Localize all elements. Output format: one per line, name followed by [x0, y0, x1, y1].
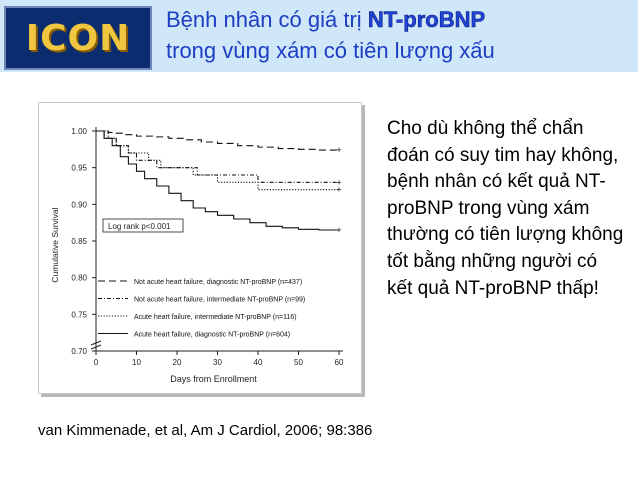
x-tick-label: 0 — [93, 358, 99, 367]
y-axis-label: Cumulative Survival — [50, 207, 60, 283]
legend-label-4: Acute heart failure, diagnostic NT-proBNP (n=604) — [134, 331, 291, 339]
y-tick-label: 0.95 — [71, 163, 87, 173]
survival-chart-svg — [39, 103, 361, 393]
y-tick-label: 0.75 — [71, 310, 87, 320]
y-tick-label: 0.80 — [71, 273, 87, 283]
title-line-1 — [166, 4, 636, 35]
title-line-1-prefix: Bệnh nhân có giá trị — [166, 7, 368, 32]
legend-label-3: Acute heart failure, intermediate NT-proBNP (n=116) — [134, 314, 297, 321]
citation: van Kimmenade, et al, Am J Cardiol, 2006; 98:386 — [38, 422, 373, 439]
x-tick-label: 20 — [172, 358, 182, 367]
header — [0, 0, 638, 78]
title-highlight: NT-proBNP — [367, 7, 486, 32]
x-axis-label: Days from Enrollment — [170, 374, 257, 384]
x-tick-label: 10 — [132, 358, 141, 367]
series-line-3 — [96, 131, 342, 190]
slide-title — [166, 4, 636, 66]
censor-mark: + — [336, 145, 342, 156]
x-tick-label: 30 — [213, 358, 222, 367]
y-tick-label: 0.85 — [71, 237, 87, 246]
icon-logo — [4, 6, 152, 70]
censor-mark: + — [336, 184, 342, 195]
annotation-text: Log rank p<0.001 — [108, 222, 171, 231]
x-tick-label: 50 — [294, 358, 303, 367]
x-tick-label: 60 — [334, 358, 344, 367]
censor-mark: + — [336, 225, 342, 235]
censor-mark: + — [336, 177, 342, 188]
y-tick-label: 0.70 — [71, 347, 87, 356]
y-tick-label: 0.90 — [71, 200, 87, 210]
legend-label-2: Not acute heart failure, intermediate NT-proBNP (n=99) — [134, 296, 306, 304]
survival-chart — [38, 102, 362, 394]
series-line-1 — [96, 131, 339, 150]
logo-text: ICON — [25, 17, 131, 59]
body-text: Cho dù không thể chẩn đoán có suy tim hay không, bệnh nhân có kết quả NT-proBNP trong vùng xám thường có tiên lượng không tốt bằng những người có kết quả NT-proBNP thấp! — [387, 118, 624, 299]
title-line-2: trong vùng xám có tiên lượng xấu — [166, 38, 495, 63]
y-tick-label: 1.00 — [71, 127, 87, 136]
legend-label-1: Not acute heart failure, diagnostic NT-proBNP (n=437) — [134, 279, 303, 286]
x-tick-label: 40 — [253, 358, 263, 367]
